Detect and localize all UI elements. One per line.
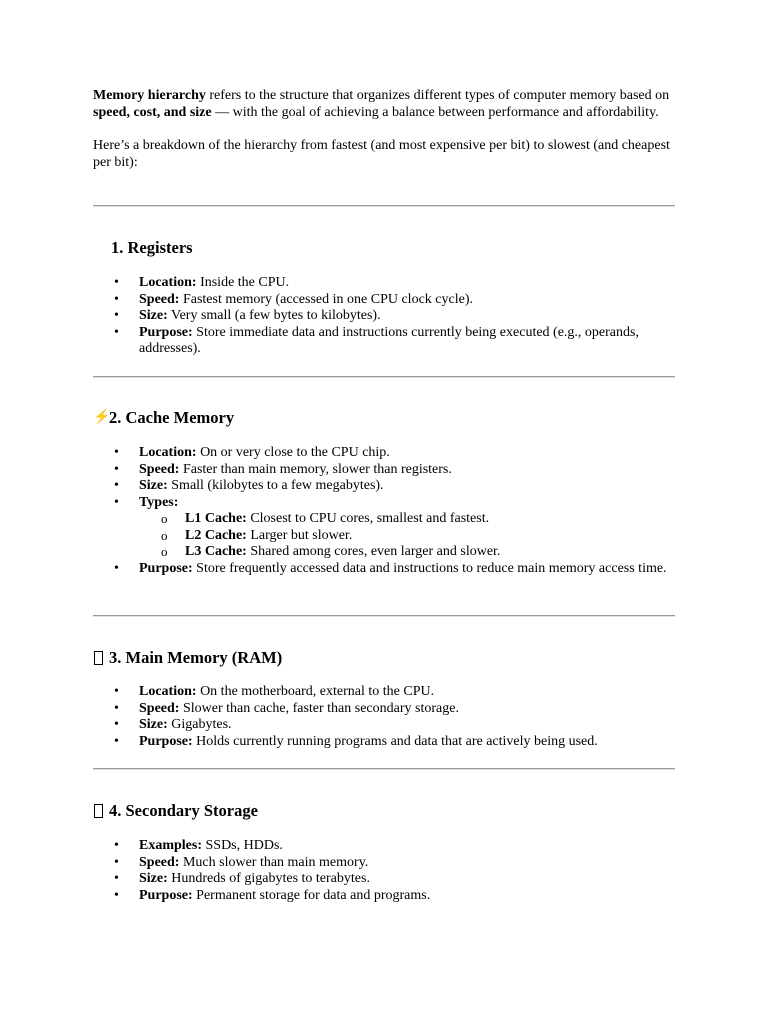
list-item — [93, 445, 675, 462]
breakdown-paragraph: Here’s a breakdown of the hierarchy from fastest (and most expensive per bit) to slowest (and cheapest per bit): — [93, 138, 670, 170]
lightning-icon: ⚡ — [93, 410, 111, 425]
list-item — [93, 292, 675, 309]
divider — [93, 615, 675, 617]
item-label: Location: — [139, 275, 197, 290]
sub-list-item — [139, 544, 675, 561]
item-text: Hundreds of gigabytes to terabytes. — [167, 871, 370, 886]
item-label: Speed: — [139, 700, 180, 716]
section-title: 1. Registers — [111, 238, 193, 257]
section-heading-cache — [93, 408, 234, 428]
intro-text-a: refers to the structure that organizes different types of computer memory based on — [205, 88, 670, 103]
list-item — [93, 888, 675, 905]
list-item — [93, 275, 675, 292]
section-title: 3. Main Memory (RAM) — [109, 648, 283, 667]
item-label: L1 Cache: — [185, 511, 247, 526]
list-item — [93, 308, 675, 325]
item-text: Store immediate data and instructions currently being executed (e.g., operands, addresses). — [139, 324, 639, 356]
item-label: Speed: — [139, 291, 180, 307]
item-label: Speed: — [139, 461, 180, 477]
item-label: Purpose: — [139, 887, 193, 903]
item-text: SSDs, HDDs. — [202, 838, 283, 853]
section-heading-registers — [111, 238, 193, 258]
item-text: Inside the CPU. — [196, 275, 290, 290]
secondary-storage-list — [93, 838, 675, 904]
intro-term: Memory hierarchy — [93, 88, 206, 103]
list-item — [93, 838, 675, 855]
section-title: 2. Cache Memory — [109, 408, 235, 427]
item-text: Permanent storage for data and programs. — [192, 887, 431, 903]
item-text: Very small (a few bytes to kilobytes). — [167, 308, 381, 323]
item-label: Purpose: — [139, 324, 193, 340]
missing-glyph-icon — [94, 804, 103, 818]
item-label: Purpose: — [139, 560, 193, 576]
list-item — [93, 684, 675, 701]
item-label: L2 Cache: — [185, 527, 247, 543]
item-label: Location: — [139, 445, 197, 460]
intro-paragraph — [93, 88, 675, 121]
item-text: Slower than cache, faster than secondary storage. — [179, 700, 459, 716]
list-item — [93, 495, 675, 561]
intro-bold-phrase: speed, cost, and size — [93, 104, 212, 120]
list-item — [93, 717, 675, 734]
divider — [93, 376, 675, 378]
item-text: Faster than main memory, slower than registers. — [179, 461, 452, 477]
missing-glyph-icon — [94, 651, 103, 665]
item-label: Purpose: — [139, 733, 193, 749]
intro-text-b: — with the goal of achieving a balance between performance and affordability. — [211, 104, 659, 120]
item-text: Small (kilobytes to a few megabytes). — [167, 478, 384, 493]
list-item — [93, 871, 675, 888]
item-label: Types: — [139, 494, 179, 510]
document-page — [93, 88, 675, 903]
section-title: 4. Secondary Storage — [109, 801, 258, 820]
item-label: Speed: — [139, 854, 180, 870]
item-label: Location: — [139, 684, 197, 699]
item-label: Size: — [139, 308, 168, 323]
item-text: Gigabytes. — [167, 717, 232, 732]
item-text: Fastest memory (accessed in one CPU clock cycle). — [179, 291, 473, 307]
sub-list-item — [139, 511, 675, 528]
divider — [93, 205, 675, 207]
list-item — [93, 855, 675, 872]
list-item — [93, 462, 675, 479]
section-heading-main-memory — [93, 648, 282, 668]
item-text: Larger but slower. — [246, 527, 353, 543]
item-text: Much slower than main memory. — [179, 854, 369, 870]
registers-list — [93, 275, 675, 358]
item-text: Holds currently running programs and data that are actively being used. — [192, 733, 598, 749]
divider — [93, 768, 675, 770]
cache-list — [93, 445, 675, 577]
sub-list-item — [139, 528, 675, 545]
item-text: Store frequently accessed data and instructions to reduce main memory access time. — [192, 560, 667, 576]
main-memory-list — [93, 684, 675, 750]
list-item — [93, 701, 675, 718]
cache-types-list — [139, 511, 675, 561]
list-item — [93, 325, 675, 358]
item-text: Closest to CPU cores, smallest and fastest. — [246, 511, 490, 526]
item-label: Size: — [139, 717, 168, 732]
item-text: On the motherboard, external to the CPU. — [196, 684, 435, 699]
list-item — [93, 561, 675, 578]
item-text: Shared among cores, even larger and slower. — [246, 544, 501, 559]
item-label: Size: — [139, 478, 168, 493]
item-label: Size: — [139, 871, 168, 886]
list-item — [93, 478, 675, 495]
item-label: Examples: — [139, 838, 202, 853]
section-heading-secondary-storage — [93, 801, 258, 821]
list-item — [93, 734, 675, 751]
item-label: L3 Cache: — [185, 544, 247, 559]
item-text: On or very close to the CPU chip. — [196, 445, 390, 460]
